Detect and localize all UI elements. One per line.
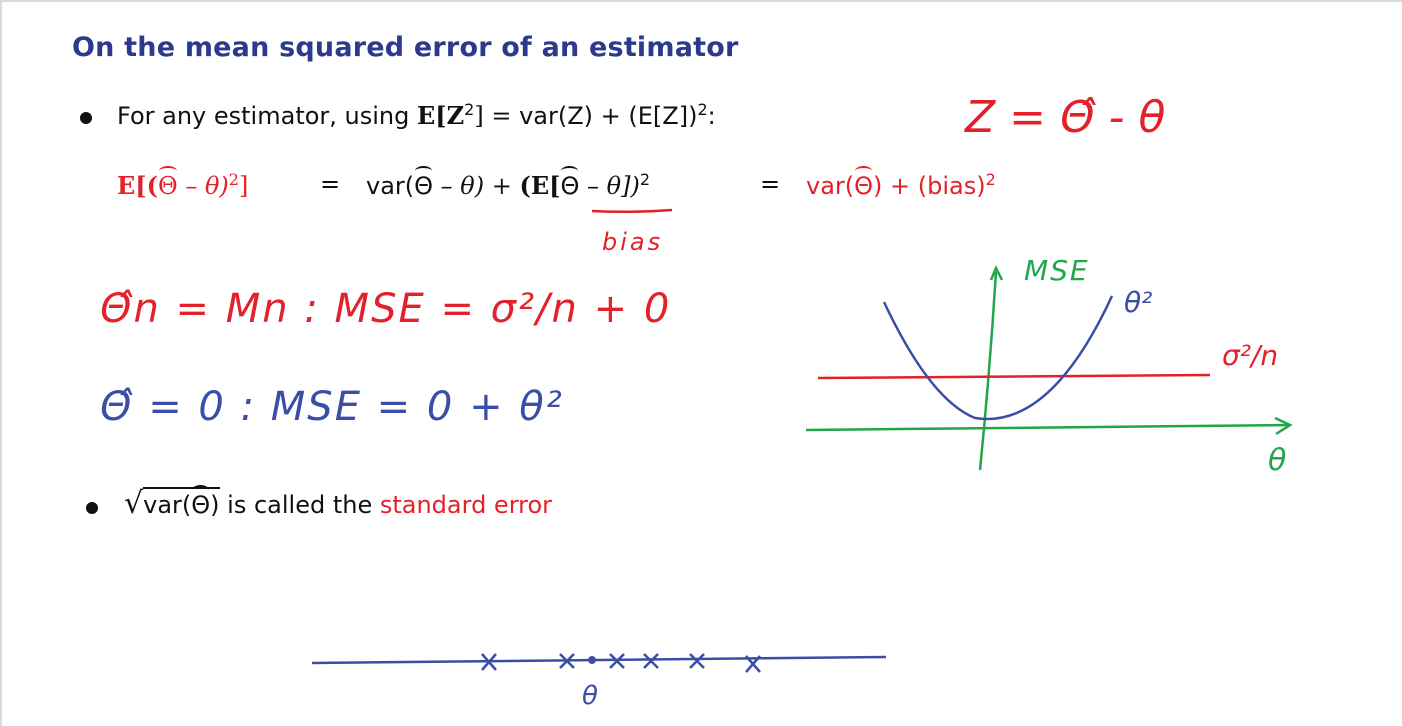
graph-bias-parabola (884, 296, 1112, 419)
bullet-2-middle: is called the (219, 491, 380, 519)
dotplot-line (312, 657, 886, 663)
eq-mid-sup: 2 (639, 170, 650, 189)
identity-lhs: E[Z (417, 101, 465, 130)
identity-rhs: var(Z) + (E[Z]) (519, 102, 698, 130)
eq-lhs-theta-hat: Θ (158, 172, 178, 200)
equation-eq1: = (320, 170, 341, 198)
bias-label: bias (602, 228, 664, 256)
bullet-1-prefix: For any estimator, using (117, 102, 417, 130)
estimator-mn-line: Θ̂n = Mn : MSE = σ²/n + 0 (100, 286, 672, 332)
eq-mid-d: – θ]) (579, 172, 640, 200)
graph-y-axis (980, 272, 996, 470)
dotplot-true-value (588, 656, 596, 664)
eq-mid-theta-hat: Θ (414, 172, 434, 200)
eq-lhs-c: ] (238, 172, 249, 200)
estimator-zero-line: Θ̂ = 0 : MSE = 0 + θ² (100, 384, 564, 430)
sqrt-theta-hat: Θ (191, 491, 211, 519)
eq-mid-b: – θ) + (433, 172, 520, 200)
graph-x-label: θ (1268, 443, 1287, 478)
graph-variance-line (818, 375, 1210, 378)
standard-error-term: standard error (379, 491, 553, 519)
sqrt-b: ) (210, 491, 220, 519)
sqrt-a: var( (143, 491, 192, 519)
z-definition: Z = Θ̂ - θ (965, 92, 1166, 143)
slide-title: On the mean squared error of an estimator (72, 32, 739, 63)
eq-mid-theta-hat2: Θ (560, 172, 580, 200)
eq-mid-c: (E[ (519, 171, 561, 200)
eq-rhs-theta-hat: Θ (854, 172, 874, 200)
bias-underline (592, 210, 672, 212)
equation-eq2: = (760, 170, 781, 198)
graph-x-axis (806, 425, 1290, 430)
identity-end: : (707, 102, 716, 130)
eq-mid-a: var( (366, 172, 415, 200)
graph-variance-label: σ²/n (1222, 339, 1279, 372)
dotplot-marks (482, 654, 760, 672)
eq-rhs-sup: 2 (985, 170, 996, 189)
sqrt-sign: √ (124, 486, 144, 521)
identity-sup: 2 (464, 100, 475, 119)
eq-lhs-a: E[( (117, 171, 159, 200)
identity-mid: ] = (474, 102, 520, 130)
eq-lhs-b: – θ) (177, 172, 229, 200)
graph-parabola-label: θ² (1124, 286, 1153, 319)
eq-rhs-a: var( (806, 172, 855, 200)
dotplot-mark (644, 654, 658, 668)
eq-lhs-sup: 2 (228, 170, 239, 189)
eq-rhs-b: ) + (bias) (873, 172, 986, 200)
identity-sup2: 2 (697, 100, 708, 119)
graph-y-label: MSE (1024, 254, 1090, 287)
dotplot-theta-label: θ (582, 681, 598, 711)
dotplot-mark (690, 654, 704, 668)
